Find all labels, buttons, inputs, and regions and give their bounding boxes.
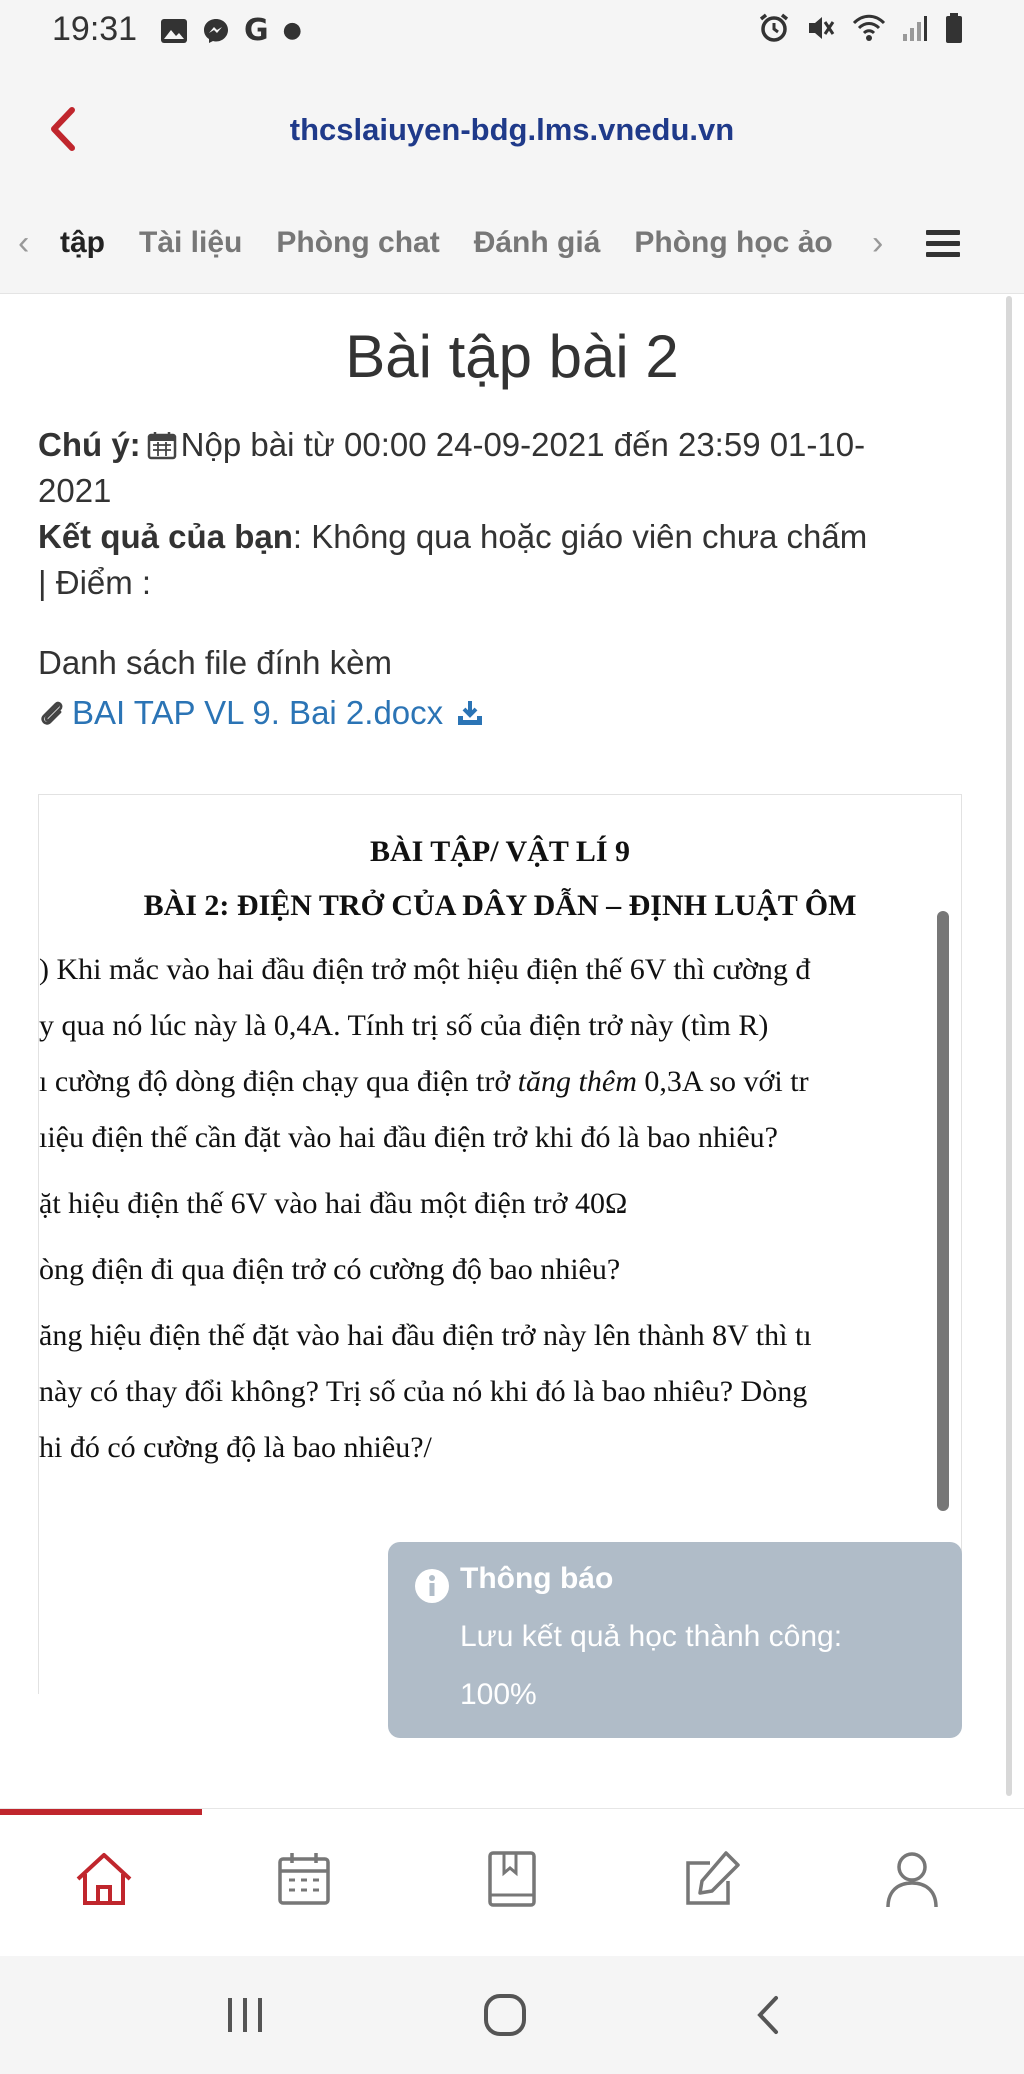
browser-address-bar: [0, 62, 1024, 196]
status-right-icons: [758, 12, 964, 44]
url-text[interactable]: thcslaiuyen-bdg.lms.vnedu.vn: [289, 112, 735, 147]
note-label: Chú ý:: [38, 426, 141, 463]
doc-text: ı cường độ dòng điện chạy qua điện trở: [39, 1065, 518, 1098]
attachments-title: Danh sách file đính kèm: [38, 644, 393, 681]
status-time: 19:31: [52, 10, 138, 48]
page-scrollbar[interactable]: [1006, 296, 1012, 1796]
tab-list: [60, 226, 833, 260]
attachment-filename[interactable]: BAI TAP VL 9. Bai 2.docx: [72, 694, 444, 731]
download-icon[interactable]: [455, 698, 485, 728]
doc-line: này có thay đổi không? Trị số của nó khi đó là bao nhiêu? Dòng: [39, 1375, 808, 1408]
user-icon: [880, 1847, 944, 1911]
google-icon: G: [244, 13, 269, 48]
paperclip-icon: [38, 698, 66, 728]
tab-tai-lieu[interactable]: Tài liệu: [139, 226, 243, 259]
signal-icon: [902, 14, 928, 42]
nav-home[interactable]: [72, 1847, 136, 1911]
calendar-icon: [147, 430, 177, 460]
course-tab-nav: [0, 196, 1024, 294]
battery-icon: [944, 12, 964, 44]
bottom-nav: [0, 1808, 1024, 1956]
back-button-icon[interactable]: [744, 1992, 794, 2038]
doc-text-italic: tăng thêm: [517, 1065, 637, 1098]
mute-icon: [806, 13, 836, 43]
result-label: Kết quả của bạn: [38, 518, 293, 555]
deadline-note-cont: 2021: [38, 472, 112, 509]
chevron-right-icon[interactable]: ›: [872, 224, 884, 262]
toast-title: Thông báo: [460, 1562, 614, 1595]
doc-line: ặt hiệu điện thế 6V vào hai đầu một điện trở 40Ω: [39, 1187, 628, 1220]
info-icon: [414, 1568, 450, 1604]
system-nav-bar: [0, 1956, 1024, 2074]
toast-message: Lưu kết quả học thành công:: [460, 1620, 843, 1653]
tab-phong-chat[interactable]: Phòng chat: [276, 226, 440, 259]
result-line: [38, 514, 978, 560]
note-text: Nộp bài từ 00:00 24-09-2021 đến 23:59 01-10-: [180, 426, 866, 463]
nav-calendar[interactable]: [272, 1847, 336, 1911]
tab-phong-hoc-ao[interactable]: Phòng học ảo: [634, 226, 833, 259]
chevron-left-icon[interactable]: ‹: [18, 224, 30, 262]
attachment-link[interactable]: [38, 694, 485, 732]
toast-progress: 100%: [460, 1678, 537, 1711]
home-icon: [72, 1847, 136, 1911]
doc-text: 0,3A so với tr: [636, 1065, 809, 1098]
doc-line: ıiệu điện thế cần đặt vào hai đầu điện trở khi đó là bao nhiêu?: [39, 1121, 778, 1154]
result-text: : Không qua hoặc giáo viên chưa chấm: [292, 518, 868, 555]
document-scrollbar[interactable]: [937, 911, 949, 1511]
doc-line: ) Khi mắc vào hai đầu điện trở một hiệu điện thế 6V thì cường đ: [39, 953, 811, 986]
status-left-icons: [160, 14, 302, 48]
tab-bai-tap[interactable]: tập: [60, 226, 105, 259]
home-button-icon[interactable]: [480, 1992, 530, 2038]
status-bar: [0, 0, 1024, 62]
edit-icon: [680, 1847, 744, 1911]
toast-notification[interactable]: [388, 1542, 962, 1738]
book-icon: [480, 1847, 544, 1911]
doc-line: y qua nó lúc này là 0,4A. Tính trị số của điện trở này (tìm R): [39, 1009, 769, 1042]
wifi-icon: [852, 13, 886, 43]
image-icon: [160, 18, 188, 44]
nav-profile[interactable]: [880, 1847, 944, 1911]
nav-exercise[interactable]: [680, 1847, 744, 1911]
dot-icon: ●: [282, 18, 302, 43]
score-line: | Điểm :: [38, 564, 152, 601]
doc-line: hi đó có cường độ là bao nhiêu?/: [39, 1431, 432, 1464]
messenger-icon: [202, 17, 230, 45]
doc-line: [39, 1065, 919, 1099]
tab-danh-gia[interactable]: Đánh giá: [473, 226, 601, 259]
page-title: Bài tập bài 2: [345, 323, 679, 390]
doc-subheading: BÀI 2: ĐIỆN TRỞ CỦA DÂY DẪN – ĐỊNH LUẬT ÔM: [143, 889, 857, 922]
alarm-icon: [758, 13, 790, 43]
active-indicator: [0, 1809, 202, 1815]
nav-library[interactable]: [480, 1847, 544, 1911]
doc-line: òng điện đi qua điện trở có cường độ bao nhiêu?: [39, 1253, 621, 1286]
doc-heading: BÀI TẬP/ VẬT LÍ 9: [369, 835, 631, 868]
deadline-note: [38, 422, 978, 468]
hamburger-menu-icon[interactable]: [926, 230, 960, 258]
recent-apps-icon[interactable]: [220, 1992, 270, 2038]
doc-line: ăng hiệu điện thế đặt vào hai đầu điện trở này lên thành 8V thì tı: [39, 1319, 812, 1352]
calendar-icon: [272, 1847, 336, 1911]
